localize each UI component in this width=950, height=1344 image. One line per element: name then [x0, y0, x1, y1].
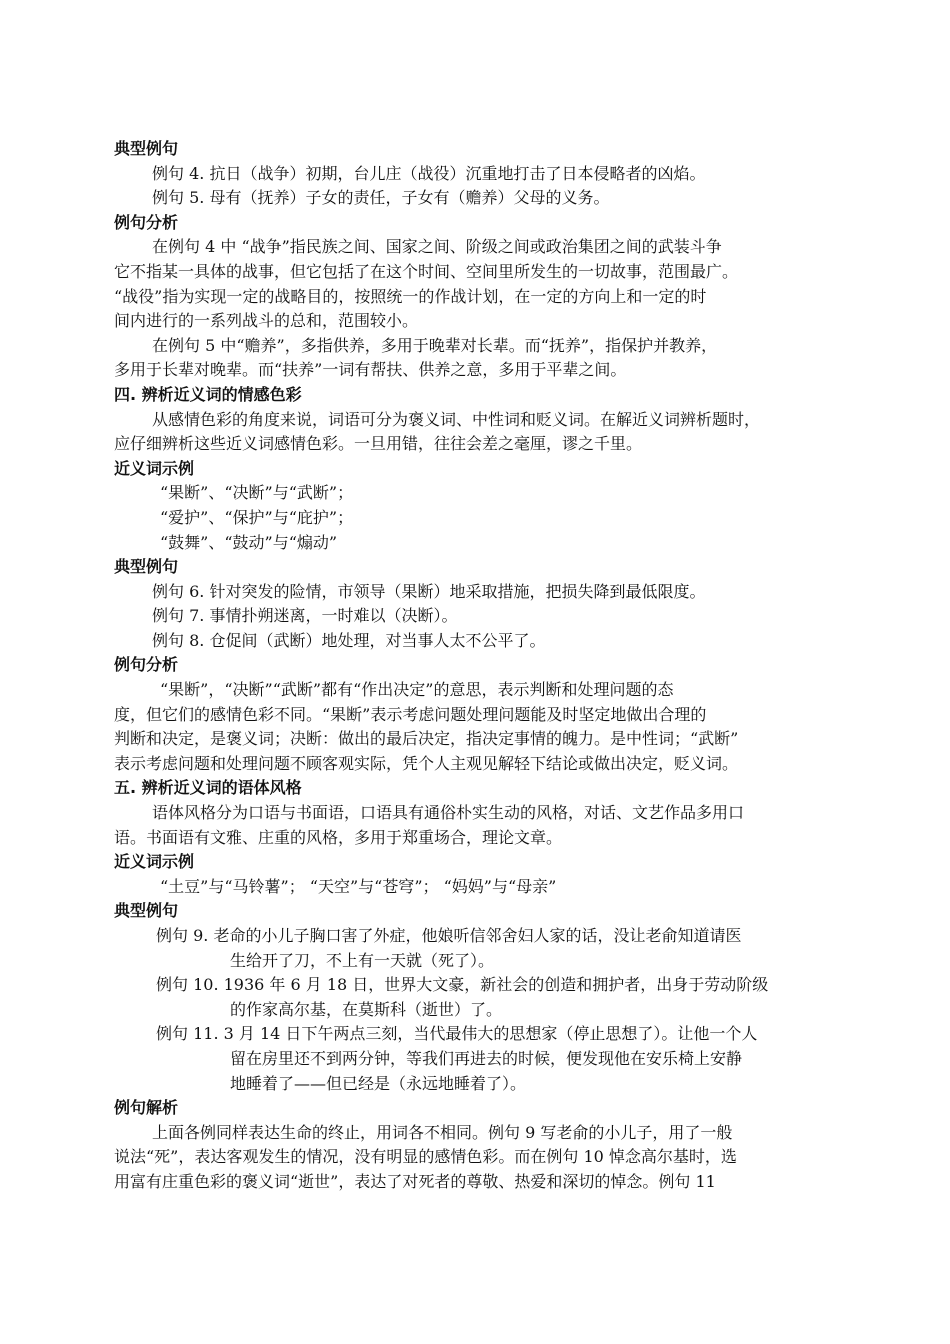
text-line: 从感情色彩的角度来说，词语可分为褒义词、中性词和贬义词。在解近义词辨析题时， — [152, 409, 761, 429]
text-line: “战役”指为实现一定的战略目的，按照统一的作战计划，在一定的方向上和一定的时 — [114, 286, 707, 306]
text-line: 应仔细辨析这些近义词感情色彩。一旦用错，往往会差之毫厘，谬之千里。 — [114, 434, 643, 454]
text-line: 多用于长辈对晚辈。而“扶养”一词有帮扶、供养之意，多用于平辈之间。 — [114, 360, 627, 380]
section-heading: 典型例句 — [114, 139, 179, 158]
text-line: 度，但它们的感情色彩不同。“果断”表示考虑问题处理问题能及时坚定地做出合理的 — [114, 704, 707, 724]
text-line: 说法“死”，表达客观发生的情况，没有明显的感情色彩。而在例句 10 悼念高尔基时，选 — [114, 1147, 737, 1167]
section-heading: 例句解析 — [114, 1098, 179, 1118]
section-heading: 例句分析 — [114, 212, 179, 232]
text-line: 语体风格分为口语与书面语，口语具有通俗朴实生动的风格，对话、文艺作品多用口 — [152, 803, 745, 823]
section-heading: 四. 辨析近义词的情感色彩 — [114, 384, 302, 404]
text-line: 它不指某一具体的战事，但它包括了在这个时间、空间里所发生的一切故事，范围最广。 — [114, 261, 739, 281]
text-line: 表示考虑问题和处理问题不顾客观实际，凭个人主观见解轻下结论或做出决定，贬义词。 — [114, 753, 739, 773]
text-line: “土豆”与“马铃薯”； “天空”与“苍穹”； “妈妈”与“母亲” — [160, 876, 557, 896]
text-line: 在例句 4 中 “战争”指民族之间、国家之间、阶级之间或政治集团之间的武装斗争 — [152, 237, 722, 257]
section-heading: 例句分析 — [114, 655, 179, 675]
section-heading: 近义词示例 — [114, 458, 195, 478]
text-line: 用富有庄重色彩的褒义词“逝世”，表达了对死者的尊敬、热爱和深切的悼念。例句 11 — [114, 1171, 716, 1191]
text-line: 例句 10. 1936 年 6 月 18 日，世界大文豪，新社会的创造和拥护者，出身于劳动阶级 — [156, 975, 769, 995]
text-line: “果断”，“决断”“武断”都有“作出决定”的意思，表示判断和处理问题的态 — [160, 680, 674, 700]
text-line: 例句 5. 母有（抚养）子女的责任，子女有（赡养）父母的义务。 — [152, 188, 610, 208]
section-heading: 典型例句 — [114, 901, 179, 921]
text-line: 语。书面语有文雅、庄重的风格，多用于郑重场合，理论文章。 — [114, 827, 563, 847]
text-line: 例句 4. 抗日（战争）初期，台儿庄（战役）沉重地打击了日本侵略者的凶焰。 — [152, 163, 706, 183]
document-page — [114, 137, 838, 1195]
text-line: 判断和决定，是褒义词；决断：做出的最后决定，指决定事情的魄力。是中性词；“武断” — [114, 729, 739, 749]
text-line: 留在房里还不到两分钟，等我们再进去的时候，便发现他在安乐椅上安静 — [230, 1048, 743, 1068]
text-line: 间内进行的一系列战斗的总和，范围较小。 — [114, 311, 419, 331]
text-line: 地睡着了——但已经是（永远地睡着了）。 — [230, 1073, 527, 1093]
text-line: 上面各例同样表达生命的终止，用词各不相同。例句 9 写老俞的小儿子，用了一般 — [152, 1122, 733, 1142]
text-line: “爱护”、“保护”与“庇护”； — [160, 507, 354, 527]
text-line: “果断”、“决断”与“武断”； — [160, 483, 354, 503]
text-line: 例句 7. 事情扑朔迷离，一时难以（决断）。 — [152, 606, 458, 626]
text-line: 生给开了刀，不上有一天就（死了）。 — [230, 950, 495, 970]
text-line: 的作家高尔基，在莫斯科（逝世）了。 — [230, 999, 503, 1019]
text-line: 在例句 5 中“赡养”，多指供养，多用于晚辈对长辈。而“抚养”，指保护并教养， — [152, 335, 718, 355]
text-line: “鼓舞”、“鼓动”与“煽动” — [160, 532, 338, 552]
section-heading: 五. 辨析近义词的语体风格 — [114, 778, 302, 798]
text-line: 例句 8. 仓促间（武断）地处理，对当事人太不公平了。 — [152, 630, 546, 650]
section-heading: 典型例句 — [114, 557, 179, 577]
text-line: 例句 11. 3 月 14 日下午两点三刻，当代最伟大的思想家（停止思想了）。让他一个人 — [156, 1024, 758, 1044]
section-heading: 近义词示例 — [114, 852, 195, 872]
text-line: 例句 9. 老命的小儿子胸口害了外症，他娘听信邻舍妇人家的话，没让老俞知道请医 — [156, 926, 742, 945]
text-line: 例句 6. 针对突发的险情，市领导（果断）地采取措施，把损失降到最低限度。 — [152, 581, 706, 601]
